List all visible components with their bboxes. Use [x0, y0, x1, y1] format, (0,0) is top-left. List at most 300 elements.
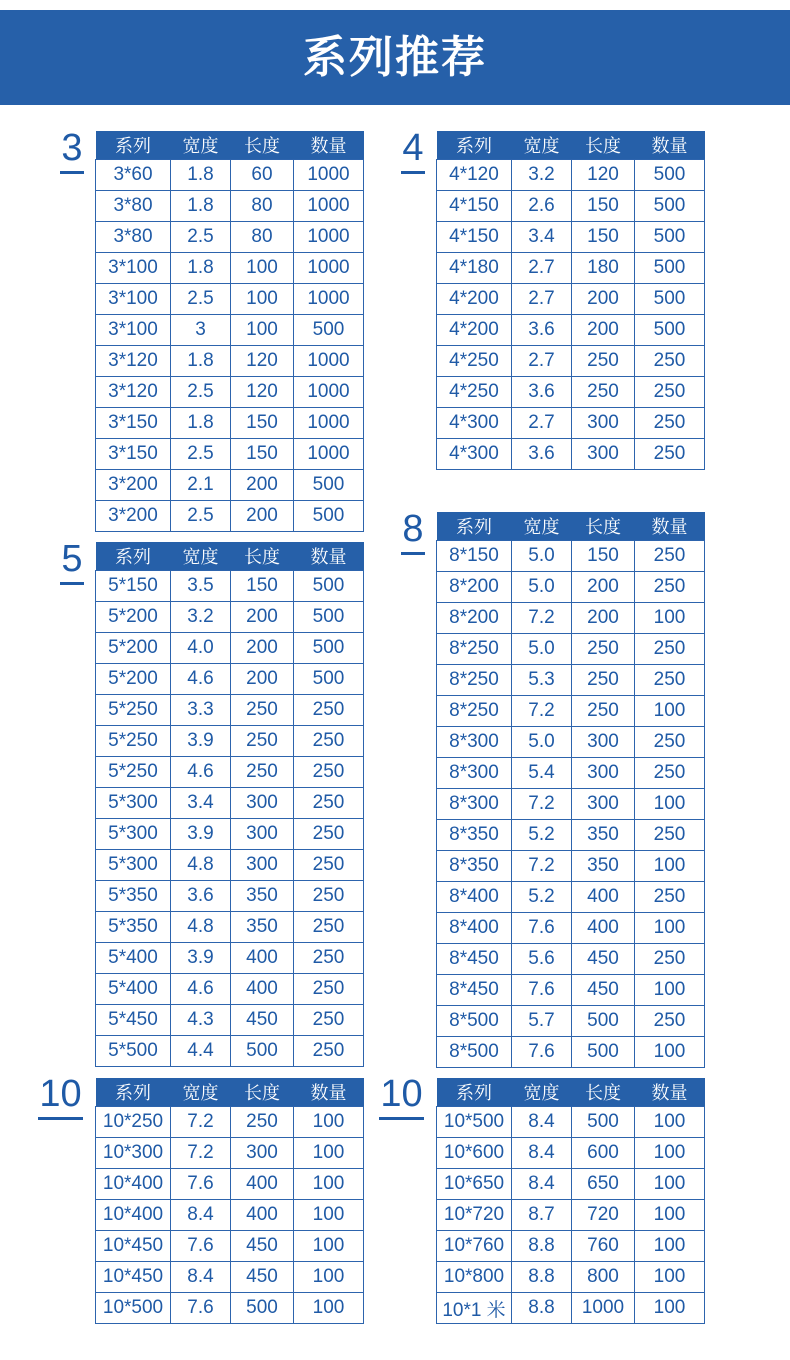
header-quantity: 数量 — [635, 1078, 705, 1107]
cell-length: 300 — [572, 727, 635, 758]
cell-length: 720 — [572, 1200, 635, 1231]
cell-quantity: 1000 — [294, 222, 364, 253]
cell-quantity: 250 — [635, 346, 705, 377]
cell-width: 2.5 — [171, 377, 231, 408]
cell-width: 3.9 — [171, 819, 231, 850]
table-row — [437, 820, 705, 851]
header-row — [437, 131, 705, 160]
cell-length: 120 — [231, 377, 294, 408]
cell-length: 400 — [572, 913, 635, 944]
cell-series: 5*300 — [96, 788, 171, 819]
cell-quantity: 250 — [635, 1006, 705, 1037]
table-row — [96, 160, 364, 191]
cell-series: 8*300 — [437, 727, 512, 758]
cell-quantity: 250 — [635, 634, 705, 665]
cell-width: 5.6 — [512, 944, 572, 975]
cell-width: 2.5 — [171, 284, 231, 315]
spec-table-series-4 — [436, 131, 705, 470]
cell-series: 8*350 — [437, 820, 512, 851]
cell-series: 4*250 — [437, 346, 512, 377]
cell-series: 5*300 — [96, 850, 171, 881]
cell-series: 10*500 — [96, 1293, 171, 1324]
cell-length: 600 — [572, 1138, 635, 1169]
cell-quantity: 250 — [635, 541, 705, 572]
cell-series: 10*250 — [96, 1107, 171, 1138]
header-row — [437, 1078, 705, 1107]
cell-quantity: 500 — [635, 253, 705, 284]
table-row — [437, 665, 705, 696]
table-row — [96, 222, 364, 253]
cell-quantity: 250 — [294, 1005, 364, 1036]
table-row — [437, 1006, 705, 1037]
series-label-4: 4 — [401, 126, 425, 170]
cell-width: 2.5 — [171, 501, 231, 532]
cell-series: 10*1 米 — [437, 1293, 512, 1324]
cell-length: 200 — [572, 572, 635, 603]
cell-series: 8*250 — [437, 665, 512, 696]
cell-series: 5*400 — [96, 974, 171, 1005]
table-row — [437, 1107, 705, 1138]
cell-series: 8*350 — [437, 851, 512, 882]
cell-width: 4.6 — [171, 757, 231, 788]
series-underline — [38, 1117, 83, 1120]
cell-width: 4.4 — [171, 1036, 231, 1067]
cell-quantity: 1000 — [294, 346, 364, 377]
cell-series: 10*300 — [96, 1138, 171, 1169]
cell-length: 300 — [572, 789, 635, 820]
series-underline — [401, 552, 425, 555]
header-quantity: 数量 — [294, 1078, 364, 1107]
cell-length: 250 — [572, 346, 635, 377]
cell-series: 5*200 — [96, 602, 171, 633]
table-row — [96, 850, 364, 881]
cell-series: 5*150 — [96, 571, 171, 602]
table-row — [437, 913, 705, 944]
cell-width: 8.4 — [512, 1107, 572, 1138]
header-series: 系列 — [96, 1078, 171, 1107]
cell-quantity: 100 — [635, 1169, 705, 1200]
cell-width: 7.2 — [171, 1107, 231, 1138]
table-row — [96, 788, 364, 819]
table-row — [96, 408, 364, 439]
cell-quantity: 500 — [635, 191, 705, 222]
cell-width: 7.6 — [171, 1231, 231, 1262]
cell-series: 8*300 — [437, 758, 512, 789]
cell-quantity: 100 — [635, 1293, 705, 1324]
cell-quantity: 250 — [635, 572, 705, 603]
header-quantity: 数量 — [294, 131, 364, 160]
cell-width: 2.6 — [512, 191, 572, 222]
cell-length: 400 — [231, 1200, 294, 1231]
cell-series: 3*120 — [96, 346, 171, 377]
cell-width: 1.8 — [171, 408, 231, 439]
cell-quantity: 100 — [294, 1138, 364, 1169]
series-underline — [379, 1117, 424, 1120]
cell-quantity: 250 — [294, 974, 364, 1005]
cell-width: 7.2 — [171, 1138, 231, 1169]
cell-series: 4*150 — [437, 191, 512, 222]
cell-width: 2.7 — [512, 284, 572, 315]
cell-length: 80 — [231, 222, 294, 253]
cell-series: 8*300 — [437, 789, 512, 820]
table-row — [437, 346, 705, 377]
table-row — [437, 191, 705, 222]
cell-series: 8*450 — [437, 944, 512, 975]
cell-width: 7.2 — [512, 696, 572, 727]
table-row — [96, 1231, 364, 1262]
series-label-10-left: 10 — [38, 1072, 83, 1116]
table-row — [96, 346, 364, 377]
cell-quantity: 100 — [635, 1231, 705, 1262]
series-underline — [60, 171, 84, 174]
cell-length: 300 — [572, 408, 635, 439]
cell-length: 500 — [231, 1293, 294, 1324]
cell-length: 350 — [231, 912, 294, 943]
cell-quantity: 100 — [635, 789, 705, 820]
cell-quantity: 100 — [294, 1107, 364, 1138]
cell-length: 250 — [572, 377, 635, 408]
cell-width: 1.8 — [171, 253, 231, 284]
table-row — [437, 439, 705, 470]
cell-quantity: 100 — [294, 1262, 364, 1293]
spec-table-series-10-left — [95, 1078, 364, 1324]
cell-width: 2.5 — [171, 222, 231, 253]
series-underline — [401, 171, 425, 174]
cell-width: 7.2 — [512, 789, 572, 820]
table-row — [96, 1138, 364, 1169]
cell-width: 2.5 — [171, 439, 231, 470]
cell-width: 3.2 — [512, 160, 572, 191]
table-row — [96, 943, 364, 974]
cell-series: 3*80 — [96, 222, 171, 253]
cell-length: 80 — [231, 191, 294, 222]
cell-width: 8.4 — [171, 1200, 231, 1231]
header-row — [96, 1078, 364, 1107]
cell-length: 800 — [572, 1262, 635, 1293]
series-label-8: 8 — [401, 507, 425, 551]
table-row — [96, 470, 364, 501]
cell-series: 5*250 — [96, 726, 171, 757]
table-row — [437, 408, 705, 439]
header-width: 宽度 — [512, 131, 572, 160]
table-row — [437, 789, 705, 820]
table-row — [96, 284, 364, 315]
cell-series: 3*100 — [96, 315, 171, 346]
cell-length: 300 — [231, 788, 294, 819]
cell-width: 3.6 — [171, 881, 231, 912]
cell-length: 350 — [572, 820, 635, 851]
cell-length: 60 — [231, 160, 294, 191]
cell-quantity: 250 — [635, 758, 705, 789]
table-row — [96, 633, 364, 664]
cell-quantity: 100 — [635, 696, 705, 727]
cell-quantity: 250 — [635, 377, 705, 408]
series-label-3: 3 — [60, 126, 84, 170]
cell-series: 8*200 — [437, 572, 512, 603]
cell-quantity: 500 — [635, 160, 705, 191]
cell-length: 1000 — [572, 1293, 635, 1324]
cell-series: 4*250 — [437, 377, 512, 408]
cell-length: 200 — [572, 315, 635, 346]
cell-series: 3*150 — [96, 439, 171, 470]
header-quantity: 数量 — [635, 131, 705, 160]
cell-width: 5.0 — [512, 572, 572, 603]
cell-quantity: 500 — [294, 602, 364, 633]
cell-length: 450 — [231, 1231, 294, 1262]
cell-series: 10*400 — [96, 1200, 171, 1231]
cell-width: 8.4 — [512, 1138, 572, 1169]
cell-series: 10*720 — [437, 1200, 512, 1231]
header-length: 长度 — [572, 1078, 635, 1107]
cell-width: 5.2 — [512, 882, 572, 913]
cell-length: 400 — [572, 882, 635, 913]
cell-quantity: 250 — [635, 944, 705, 975]
cell-width: 4.6 — [171, 664, 231, 695]
cell-quantity: 100 — [635, 913, 705, 944]
cell-series: 10*650 — [437, 1169, 512, 1200]
cell-length: 200 — [231, 633, 294, 664]
cell-length: 300 — [572, 439, 635, 470]
cell-width: 3.3 — [171, 695, 231, 726]
cell-width: 4.8 — [171, 850, 231, 881]
cell-length: 180 — [572, 253, 635, 284]
cell-series: 8*250 — [437, 696, 512, 727]
table-row — [437, 603, 705, 634]
cell-length: 150 — [231, 571, 294, 602]
header-series: 系列 — [437, 512, 512, 541]
table-row — [96, 1293, 364, 1324]
table-row — [437, 377, 705, 408]
cell-length: 450 — [572, 975, 635, 1006]
table-row — [437, 541, 705, 572]
table-row — [437, 634, 705, 665]
cell-series: 3*60 — [96, 160, 171, 191]
cell-quantity: 500 — [294, 571, 364, 602]
cell-quantity: 250 — [294, 881, 364, 912]
cell-length: 250 — [231, 695, 294, 726]
cell-quantity: 100 — [635, 1037, 705, 1068]
cell-series: 3*150 — [96, 408, 171, 439]
cell-width: 3.6 — [512, 315, 572, 346]
cell-quantity: 500 — [294, 633, 364, 664]
table-row — [437, 696, 705, 727]
cell-series: 10*400 — [96, 1169, 171, 1200]
cell-series: 5*300 — [96, 819, 171, 850]
header-row — [437, 512, 705, 541]
cell-series: 8*150 — [437, 541, 512, 572]
cell-width: 8.7 — [512, 1200, 572, 1231]
cell-length: 200 — [231, 602, 294, 633]
table-row — [96, 1262, 364, 1293]
cell-quantity: 100 — [294, 1293, 364, 1324]
table-row — [437, 222, 705, 253]
cell-width: 1.8 — [171, 346, 231, 377]
cell-width: 8.8 — [512, 1262, 572, 1293]
table-row — [96, 191, 364, 222]
cell-width: 7.6 — [171, 1169, 231, 1200]
cell-quantity: 100 — [635, 603, 705, 634]
cell-quantity: 100 — [635, 851, 705, 882]
table-row — [437, 1037, 705, 1068]
cell-quantity: 1000 — [294, 439, 364, 470]
cell-width: 7.6 — [512, 1037, 572, 1068]
cell-width: 3.6 — [512, 377, 572, 408]
cell-width: 1.8 — [171, 160, 231, 191]
table-row — [437, 1169, 705, 1200]
cell-series: 5*200 — [96, 633, 171, 664]
cell-series: 4*180 — [437, 253, 512, 284]
cell-quantity: 500 — [635, 315, 705, 346]
cell-series: 3*100 — [96, 284, 171, 315]
table-row — [437, 284, 705, 315]
header-quantity: 数量 — [294, 542, 364, 571]
cell-quantity: 1000 — [294, 377, 364, 408]
cell-width: 3.9 — [171, 726, 231, 757]
cell-quantity: 100 — [294, 1200, 364, 1231]
table-row — [96, 1005, 364, 1036]
table-row — [96, 881, 364, 912]
table-row — [437, 727, 705, 758]
cell-length: 200 — [231, 664, 294, 695]
cell-series: 4*200 — [437, 315, 512, 346]
header-quantity: 数量 — [635, 512, 705, 541]
cell-width: 5.0 — [512, 727, 572, 758]
table-row — [96, 1200, 364, 1231]
cell-series: 10*600 — [437, 1138, 512, 1169]
table-row — [96, 501, 364, 532]
table-row — [96, 974, 364, 1005]
cell-series: 10*760 — [437, 1231, 512, 1262]
cell-series: 5*500 — [96, 1036, 171, 1067]
cell-quantity: 100 — [635, 1262, 705, 1293]
cell-length: 500 — [572, 1107, 635, 1138]
table-row — [437, 572, 705, 603]
header-width: 宽度 — [512, 512, 572, 541]
cell-quantity: 500 — [294, 315, 364, 346]
cell-length: 250 — [231, 757, 294, 788]
cell-quantity: 250 — [635, 882, 705, 913]
cell-width: 4.3 — [171, 1005, 231, 1036]
cell-series: 8*400 — [437, 913, 512, 944]
cell-series: 3*120 — [96, 377, 171, 408]
cell-length: 150 — [572, 191, 635, 222]
table-row — [437, 1231, 705, 1262]
table-row — [437, 1200, 705, 1231]
cell-width: 2.7 — [512, 253, 572, 284]
cell-length: 200 — [231, 501, 294, 532]
cell-quantity: 1000 — [294, 191, 364, 222]
cell-length: 150 — [572, 541, 635, 572]
cell-width: 4.8 — [171, 912, 231, 943]
cell-length: 400 — [231, 974, 294, 1005]
table-row — [96, 1036, 364, 1067]
cell-width: 8.8 — [512, 1293, 572, 1324]
cell-quantity: 100 — [294, 1231, 364, 1262]
cell-width: 3.2 — [171, 602, 231, 633]
cell-quantity: 250 — [294, 850, 364, 881]
page-title: 系列推荐 — [303, 32, 487, 83]
cell-width: 3.4 — [171, 788, 231, 819]
cell-series: 4*120 — [437, 160, 512, 191]
cell-series: 8*500 — [437, 1006, 512, 1037]
table-row — [96, 1107, 364, 1138]
cell-series: 5*450 — [96, 1005, 171, 1036]
cell-quantity: 250 — [635, 665, 705, 696]
cell-series: 3*200 — [96, 501, 171, 532]
cell-width: 3.4 — [512, 222, 572, 253]
cell-width: 7.6 — [512, 975, 572, 1006]
header-series: 系列 — [96, 542, 171, 571]
series-label-10-right: 10 — [379, 1072, 424, 1116]
cell-width: 5.0 — [512, 634, 572, 665]
cell-quantity: 1000 — [294, 160, 364, 191]
table-row — [437, 160, 705, 191]
cell-series: 5*250 — [96, 695, 171, 726]
cell-width: 4.0 — [171, 633, 231, 664]
header-length: 长度 — [572, 512, 635, 541]
cell-width: 8.8 — [512, 1231, 572, 1262]
header-length: 长度 — [572, 131, 635, 160]
header-row — [96, 542, 364, 571]
cell-series: 4*300 — [437, 439, 512, 470]
table-row — [96, 757, 364, 788]
table-row — [96, 253, 364, 284]
cell-series: 8*250 — [437, 634, 512, 665]
cell-width: 5.7 — [512, 1006, 572, 1037]
cell-length: 150 — [231, 439, 294, 470]
cell-quantity: 250 — [294, 819, 364, 850]
table-row — [96, 377, 364, 408]
header-length: 长度 — [231, 1078, 294, 1107]
table-row — [96, 664, 364, 695]
table-row — [96, 1169, 364, 1200]
cell-series: 10*800 — [437, 1262, 512, 1293]
header-width: 宽度 — [171, 542, 231, 571]
cell-length: 250 — [231, 1107, 294, 1138]
cell-series: 5*250 — [96, 757, 171, 788]
cell-length: 300 — [572, 758, 635, 789]
cell-series: 3*100 — [96, 253, 171, 284]
cell-length: 500 — [231, 1036, 294, 1067]
cell-length: 200 — [572, 284, 635, 315]
cell-quantity: 100 — [635, 1138, 705, 1169]
table-row — [96, 571, 364, 602]
cell-width: 5.0 — [512, 541, 572, 572]
header-series: 系列 — [96, 131, 171, 160]
cell-quantity: 500 — [294, 664, 364, 695]
cell-width: 4.6 — [171, 974, 231, 1005]
title-banner — [0, 10, 790, 105]
table-row — [437, 882, 705, 913]
cell-series: 4*150 — [437, 222, 512, 253]
cell-length: 100 — [231, 284, 294, 315]
cell-quantity: 500 — [635, 284, 705, 315]
cell-length: 250 — [572, 634, 635, 665]
cell-length: 100 — [231, 315, 294, 346]
table-row — [437, 975, 705, 1006]
series-underline — [60, 582, 84, 585]
cell-length: 120 — [231, 346, 294, 377]
cell-series: 8*400 — [437, 882, 512, 913]
cell-width: 7.6 — [171, 1293, 231, 1324]
cell-quantity: 1000 — [294, 284, 364, 315]
cell-width: 1.8 — [171, 191, 231, 222]
cell-length: 450 — [231, 1005, 294, 1036]
cell-quantity: 1000 — [294, 253, 364, 284]
cell-width: 8.4 — [512, 1169, 572, 1200]
cell-length: 350 — [572, 851, 635, 882]
header-width: 宽度 — [171, 131, 231, 160]
